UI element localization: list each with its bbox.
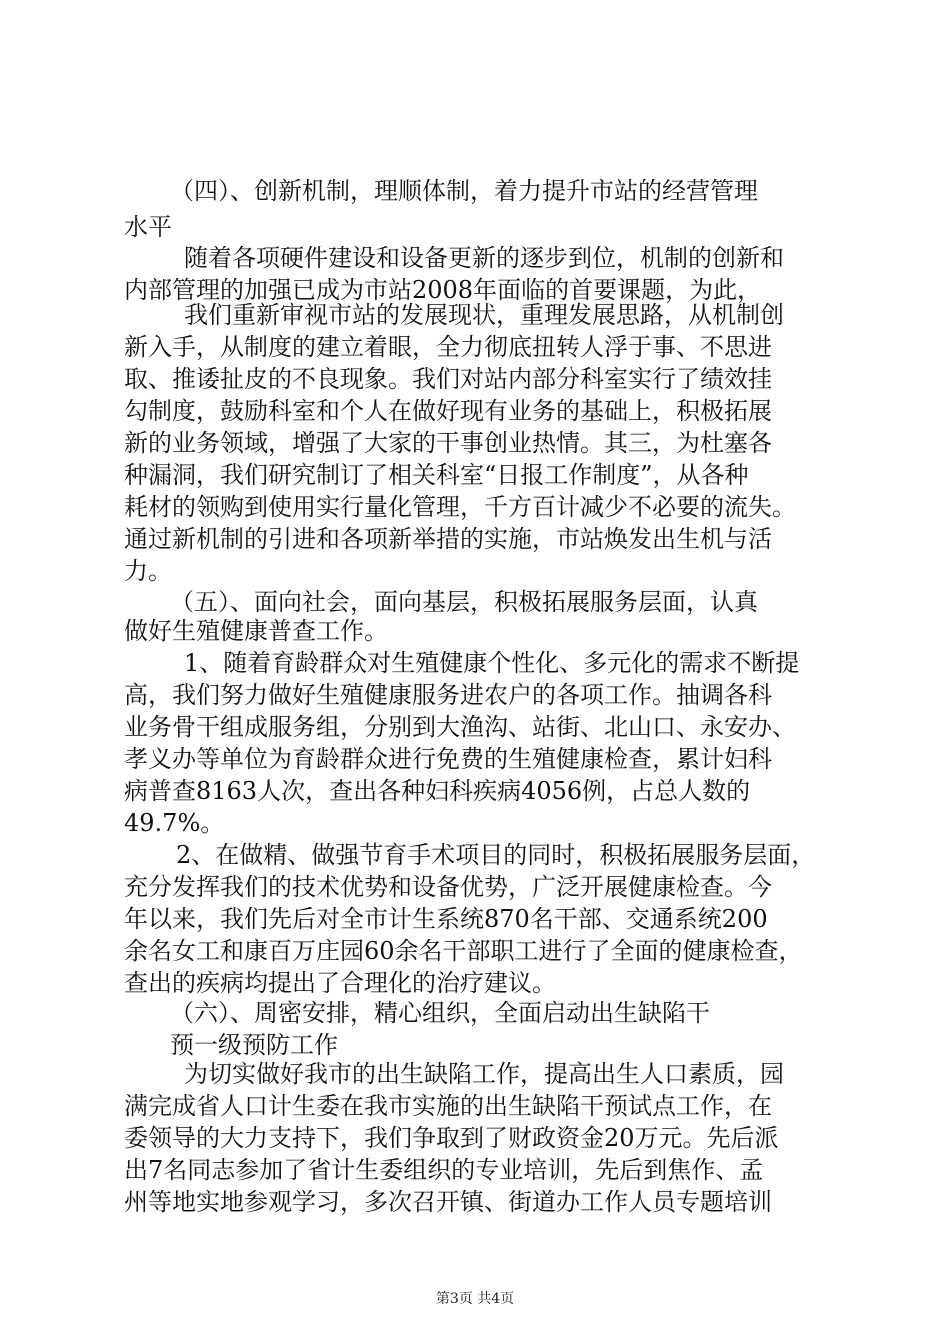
text-line: 力。	[124, 557, 172, 585]
text-line: 勾制度，鼓励科室和个人在做好现有业务的基础上，积极拓展	[124, 397, 772, 425]
text-line: 预一级预防工作	[170, 1031, 338, 1059]
text-line: 1、随着育龄群众对生殖健康个性化、多元化的需求不断提	[184, 649, 800, 677]
text-line: 委领导的大力支持下，我们争取到了财政资金20万元。先后派	[124, 1124, 779, 1152]
text-line: 49.7%。	[124, 809, 225, 837]
text-line: 我们重新审视市站的发展现状，重理发展思路，从机制创	[184, 301, 784, 329]
text-line: 充分发挥我们的技术优势和设备优势，广泛开展健康检查。今	[124, 873, 772, 901]
text-line: 出7名同志参加了省计生委组织的专业培训，先后到焦作、孟	[124, 1156, 764, 1184]
text-line: 查出的疾病均提出了合理化的治疗建议。	[124, 969, 556, 997]
text-line: 取、推诿扯皮的不良现象。我们对站内部分科室实行了绩效挂	[124, 365, 772, 393]
text-line: 满完成省人口计生委在我市实施的出生缺陷干预试点工作，在	[124, 1092, 772, 1120]
text-line: 业务骨干组成服务组，分别到大渔沟、站街、北山口、永安办、	[124, 713, 796, 741]
text-line: 通过新机制的引进和各项新举措的实施，市站焕发出生机与活	[124, 525, 772, 553]
text-line: 水平	[124, 213, 172, 241]
text-line: 病普查8163人次，查出各种妇科疾病4056例，占总人数的	[124, 777, 751, 805]
text-line: 年以来，我们先后对全市计生系统870名干部、交通系统200	[124, 905, 768, 933]
text-line: 高，我们努力做好生殖健康服务进农户的各项工作。抽调各科	[124, 681, 772, 709]
text-line: （五）、面向社会，面向基层，积极拓展服务层面，认真	[170, 588, 758, 616]
text-line: 州等地实地参观学习，多次召开镇、街道办工作人员专题培训	[124, 1188, 772, 1216]
text-line: 为切实做好我市的出生缺陷工作，提高出生人口素质，园	[184, 1060, 784, 1088]
text-line: 新入手，从制度的建立着眼，全力彻底扭转人浮于事、不思进	[124, 333, 772, 361]
text-line: 种漏洞，我们研究制订了相关科室“日报工作制度”，从各种	[124, 461, 749, 489]
text-line: 2、在做精、做强节育手术项目的同时，积极拓展服务层面，	[176, 841, 816, 869]
text-line: （四）、创新机制，理顺体制，着力提升市站的经营管理	[170, 177, 758, 205]
text-line: 内部管理的加强已成为市站2008年面临的首要课题，为此，	[124, 276, 762, 304]
text-line: 新的业务领域，增强了大家的干事创业热情。其三，为杜塞各	[124, 429, 772, 457]
text-line: （六）、周密安排，精心组织，全面启动出生缺陷干	[170, 999, 710, 1027]
page-footer: 第3页 共4页	[435, 1291, 515, 1307]
text-line: 做好生殖健康普查工作。	[124, 617, 388, 645]
text-line: 孝义办等单位为育龄群众进行免费的生殖健康检查，累计妇科	[124, 745, 772, 773]
text-line: 耗材的领购到使用实行量化管理，千方百计减少不必要的流失。	[124, 493, 796, 521]
text-line: 随着各项硬件建设和设备更新的逐步到位，机制的创新和	[184, 244, 784, 272]
text-line: 余名女工和康百万庄园60余名干部职工进行了全面的健康检查，	[124, 937, 803, 965]
